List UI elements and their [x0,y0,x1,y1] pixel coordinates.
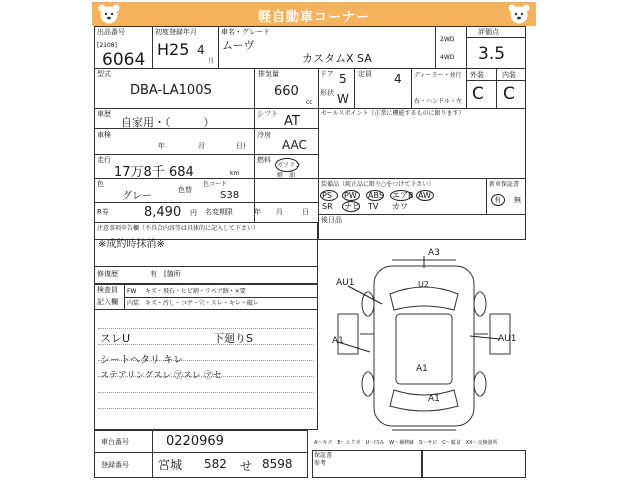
notes-label: 注意事項申告欄（不具合内容等は具体的に記入して下さい） [97,225,260,232]
mileage-label: 走行 [97,156,111,164]
color-trim-label: 色替 [178,186,192,194]
equipment-circle [342,201,360,212]
inspection-day: 日) [236,142,246,150]
diagram-a3: A3 [428,248,440,258]
equipment-circle [342,190,360,201]
bottom-ref-label: 参考 [314,460,327,467]
name-change-label: 名変期限 [205,208,233,216]
fuel-diesel: 軽 油 [277,172,296,179]
first-reg-year: H25 [157,40,190,59]
warranty-yes: 有 [494,196,501,204]
shape-value: W [337,92,349,106]
comment-line-2: シートヘタリ キレ [100,355,184,366]
rating-int-label: 内装 [502,71,516,79]
capacity-label: 定員 [358,70,372,78]
inspector-row2: キズ・汚し・コゲ・穴・スレ・キレ・破レ [145,300,259,307]
warranty-label: 新車保証書 [489,181,520,188]
equipment-circle [390,190,412,201]
diagram-au1-left: AU1 [336,278,355,288]
handle-label: 右・ハンドル・左 [414,98,463,105]
equipment-item: PW [344,191,357,200]
chassis-label: 車台番号 [101,438,129,446]
comment-line [98,408,314,409]
equipment-item: PS [322,191,332,200]
fuel-label: 燃料 [257,156,271,164]
diagram-a1-center: A1 [428,394,440,404]
comment-line-3: ステアリングスレ ㋐スレ ㋐セ [100,371,222,381]
inspection-month: 月 [198,142,205,150]
shift-label: シフト [257,110,278,118]
aircon-value: AAC [282,138,307,152]
registration-class: 582 [204,457,227,471]
lot-label: 出品番号 [97,28,125,36]
sales-point-label: セールスポイント（正常に機能するものに限ります） [321,110,465,117]
first-reg-label: 初度登録年月 [155,28,197,36]
mileage-value: 17万8千 684 [114,165,194,180]
inspector-fw: FW [127,288,137,295]
registration-label: 登録番号 [101,461,129,469]
displacement-value: 660 [274,84,299,99]
color-value: グレー [122,191,152,202]
header-banner [92,2,536,26]
rating-label: 評価点 [478,28,499,36]
equipment-circle [366,190,384,201]
fuel-gasoline: ガソリン [277,162,302,169]
equipment-circle [320,190,338,201]
registration-number: 8598 [262,457,293,471]
notes-value: ※成約時抹消※ [98,239,165,250]
first-reg-month-unit: 月 [208,58,215,65]
usage-value: 自家用・（ ） [121,116,215,129]
warranty-no: 無 [514,196,521,204]
registration-kana: せ [240,459,253,473]
aircon-label: 冷房 [257,131,271,139]
color-label: 色 [97,180,104,188]
name-change-year: 年 [254,208,261,216]
bottom-warranty-label: 保証書 [314,452,333,459]
registration-area: 宮城 [158,458,183,472]
usage-label: 車歴 [97,110,111,118]
equipment-item: ナビ [344,202,360,211]
equipment-item: ABS [368,191,384,200]
diagram-a1-mid: A1 [416,364,428,374]
mileage-unit: km [230,170,240,177]
equipment-item: エアB [392,191,414,200]
diagram-u2: U2 [418,280,429,289]
car-name: ムーヴ [222,39,255,52]
car-grade: カスタムX SA [302,52,372,65]
inspector-row1: キズ・飛石・ヒビ割・リペア跡・×要 [145,288,246,295]
equipment-item: AW [418,191,431,200]
rear-items-label: 後日品 [321,216,342,224]
inspector-int: 内装 [127,300,140,307]
shape-label: 形状 [320,89,334,97]
comment-line [98,344,314,345]
diagram-au1-right: AU1 [498,334,517,344]
doors-value: 5 [339,72,347,86]
inspector-label: 検査員 [97,286,118,294]
displacement-unit: cc [306,99,313,106]
equipment-label: 装備品（純正品に限り○をつけて下さい） [321,181,435,188]
model-label: 型式 [97,70,111,78]
page-title: 軽自動車コーナー [257,10,370,25]
inspector-entry-label: 記入欄 [97,298,118,306]
diagram-legend: A～キズ E～エクボ U～凹み W～補修跡 S～サビ C～腐食 XX～交換箇所 [314,440,498,446]
car-name-label: 車名・グレード [221,28,270,36]
drive-4wd: 4WD [440,54,455,61]
color-code-label: 色コード [203,181,228,188]
equipment-circle [416,190,434,201]
equipment-item: カワ [392,202,408,211]
repair-label: 修復歴 [97,270,118,278]
name-change-month: 月 [276,208,283,216]
drive-2wd: 2WD [440,36,455,43]
recycle-unit: 円 [190,209,197,217]
rating-score: 3.5 [478,44,506,64]
diagram-a1-left: A1 [332,336,344,346]
recycle-value: 8,490 [144,205,182,220]
color-code: S38 [220,190,240,201]
recycle-label: R券 [97,208,109,216]
equipment-item: SR [322,202,333,211]
rating-ext-label: 外装 [470,71,484,79]
doors-label: ドア [320,70,334,78]
model-value: DBA-LA100S [130,83,212,98]
chassis-value: 0220969 [166,434,224,449]
inspection-year: 年 [158,142,165,150]
comment-line [98,392,314,393]
lot-sub: [2108] [97,42,117,49]
capacity-value: 4 [394,72,402,86]
equipment-item: TV [368,202,379,211]
displacement-label: 排気量 [258,70,279,78]
comment-line [98,328,314,329]
comment-line-4: 下廻りS [213,332,253,345]
name-change-day: 日 [302,208,309,216]
lot-number: 6064 [102,50,146,70]
first-reg-month: 4 [197,43,205,57]
dealer-label: ディーラー・並行 [414,72,462,79]
rating-ext: C [472,84,484,104]
car-outline [320,244,526,436]
damage-diagram [320,244,526,436]
repair-value: 有 [箇所 [150,270,181,278]
comment-line-1: スレU [100,332,131,345]
rating-int: C [503,84,515,104]
bear-mascot-icon [506,3,532,25]
shift-value: AT [284,114,300,129]
inspection-label: 車検 [97,131,111,139]
